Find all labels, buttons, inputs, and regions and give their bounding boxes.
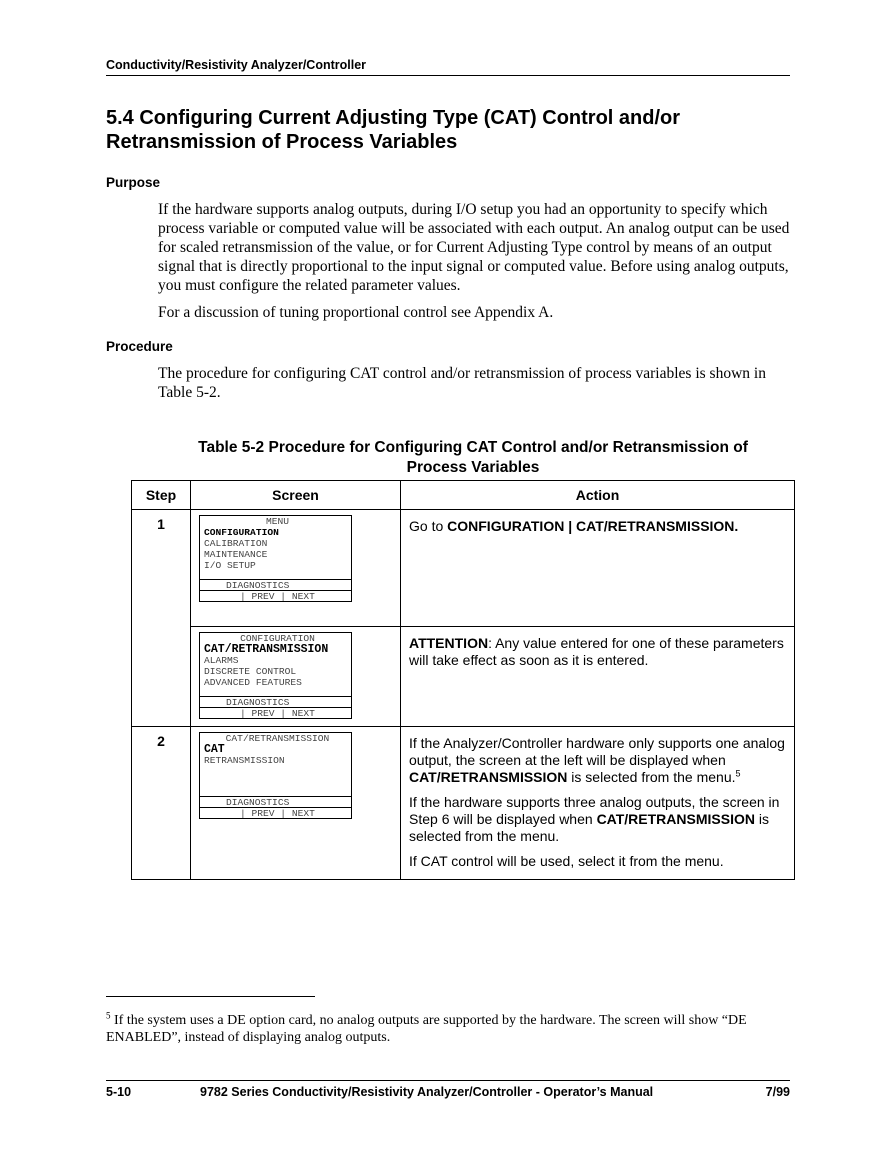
header-screen: Screen: [191, 481, 401, 510]
table-header-row: [132, 481, 795, 510]
action-text: is selected from the menu.: [409, 811, 769, 844]
lcd-configuration-screen: [199, 632, 352, 719]
table-row: [132, 727, 795, 880]
footnote-divider: [106, 996, 315, 997]
lcd-item: RETRANSMISSION: [204, 755, 285, 766]
lcd-diagnostics-bar: DIAGNOSTICS: [200, 696, 351, 707]
action-cell-1b: [401, 627, 795, 727]
table-row: [132, 510, 795, 627]
step-number-1: 1: [132, 510, 191, 727]
action-text: is selected from the menu.: [567, 769, 736, 785]
footnote: [106, 1012, 792, 1046]
procedure-heading: Procedure: [106, 339, 173, 354]
footnote-text: If the system uses a DE option card, no analog outputs are supported by the hardware. The screen will show “DE ENABLED”, instead of displaying analog outputs.: [106, 1013, 747, 1045]
purpose-appendix-note: For a discussion of tuning proportional control see Appendix A.: [158, 304, 554, 321]
footnote-marker: 5: [106, 1010, 111, 1021]
action-text: Go to: [409, 518, 448, 534]
attention-label: ATTENTION: [409, 635, 489, 651]
lcd-nav-bar: | PREV | NEXT: [200, 707, 351, 718]
procedure-paragraph: The procedure for configuring CAT control and/or retransmission of process variables is shown in Table 5-2.: [158, 365, 766, 401]
screen-cell-1b: [191, 627, 401, 727]
lcd-item-selected: CAT/RETRANSMISSION: [204, 643, 329, 656]
running-footer: [106, 1080, 790, 1099]
table-caption-line-2: Process Variables: [406, 459, 540, 476]
action-menu-path: CONFIGURATION | CAT/RETRANSMISSION.: [447, 518, 739, 534]
table-caption-line-1: Table 5-2 Procedure for Configuring CAT Control and/or Retransmission of: [198, 439, 748, 456]
page-number: 5-10: [106, 1085, 132, 1099]
step-number-2: 2: [132, 727, 191, 880]
purpose-paragraph: If the hardware supports analog outputs, during I/O setup you had an opportunity to specify which process variable or computed value will be associated with each output. An analog output can be used for scaled retransmission of the value, or for Current Adjusting Type control by means of an output signal that is directly proportional to the input signal or computed value. Before using analog outputs, you must configure the related parameter values.: [158, 201, 790, 294]
lcd-item-selected: CAT: [204, 743, 225, 756]
action-cell-1a: [401, 510, 795, 627]
lcd-title: CONFIGURATION: [240, 633, 315, 644]
screen-cell-2: [191, 727, 401, 880]
table-row: [132, 627, 795, 727]
lcd-item: ADVANCED FEATURES: [204, 677, 302, 688]
lcd-diagnostics-bar: DIAGNOSTICS: [200, 579, 351, 590]
lcd-diagnostics-bar: DIAGNOSTICS: [200, 796, 351, 807]
lcd-cat-retransmission-screen: [199, 732, 352, 819]
lcd-nav-bar: | PREV | NEXT: [200, 807, 351, 818]
lcd-nav-bar: | PREV | NEXT: [200, 590, 351, 601]
attention-text: : Any value entered for one of these parameters will take effect as soon as it is entered.: [409, 635, 784, 668]
lcd-title: CAT/RETRANSMISSION: [225, 733, 330, 744]
action-paragraph: If CAT control will be used, select it from the menu.: [409, 853, 724, 869]
lcd-item: I/O SETUP: [204, 560, 256, 571]
action-paragraph: [409, 794, 786, 845]
action-cell-2: [401, 727, 795, 880]
lcd-item: ALARMS: [204, 655, 239, 666]
lcd-title: MENU: [265, 516, 290, 527]
footnote-reference: 5: [735, 768, 741, 779]
lcd-item-selected: CONFIGURATION: [204, 527, 279, 538]
action-paragraph: [409, 735, 786, 786]
lcd-item: MAINTENANCE: [204, 549, 268, 560]
action-bold: CAT/RETRANSMISSION: [596, 811, 755, 827]
table-caption: [132, 438, 814, 478]
lcd-menu-screen: [199, 515, 352, 602]
lcd-item: CALIBRATION: [204, 538, 268, 549]
section-title: 5.4 Configuring Current Adjusting Type (CAT) Control and/or Retransmission of Process Variables: [106, 107, 681, 153]
manual-title: 9782 Series Conductivity/Resistivity Analyzer/Controller - Operator’s Manual: [200, 1085, 654, 1099]
header-action: Action: [401, 481, 795, 510]
action-text: If the Analyzer/Controller hardware only supports one analog output, the screen at the left will be displayed when: [409, 735, 785, 768]
purpose-heading: Purpose: [106, 175, 161, 190]
lcd-item: DISCRETE CONTROL: [204, 666, 297, 677]
header-step: Step: [132, 481, 191, 510]
action-text: If the hardware supports three analog outputs, the screen in Step 6 will be displayed when: [409, 794, 780, 827]
action-bold: CAT/RETRANSMISSION: [409, 769, 568, 785]
revision-date: 7/99: [765, 1085, 790, 1099]
screen-cell-1a: [191, 510, 401, 627]
procedure-table: [131, 480, 795, 880]
running-header: Conductivity/Resistivity Analyzer/Controller: [106, 58, 790, 76]
